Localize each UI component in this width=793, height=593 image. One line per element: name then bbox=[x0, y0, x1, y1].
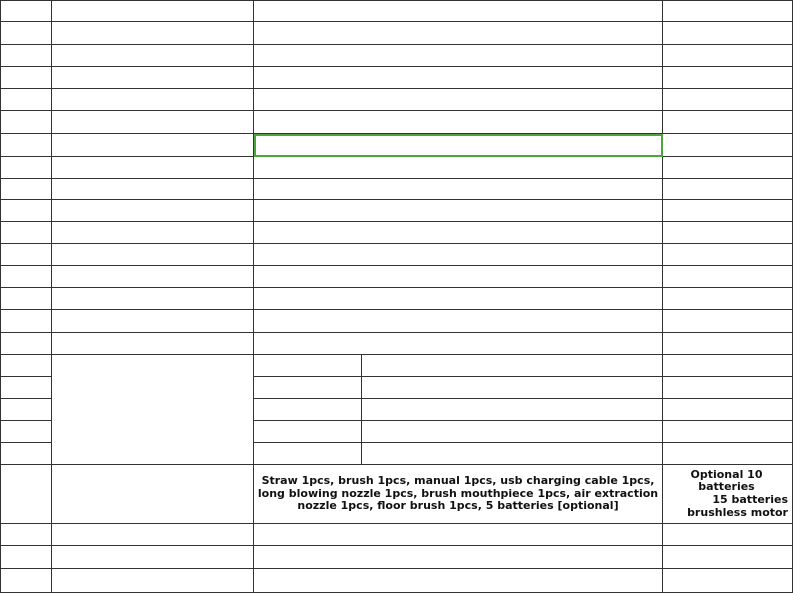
row-number bbox=[0, 524, 52, 546]
spec-label bbox=[52, 288, 254, 310]
spec-label bbox=[52, 569, 254, 593]
spec-value-b bbox=[466, 569, 663, 593]
param-label bbox=[254, 377, 362, 399]
note-cell bbox=[663, 157, 793, 179]
param-value bbox=[362, 399, 663, 421]
row-number bbox=[0, 310, 52, 333]
note-cell bbox=[663, 288, 793, 310]
note-cell bbox=[663, 443, 793, 465]
spec-label bbox=[52, 333, 254, 355]
spec-label bbox=[52, 179, 254, 200]
spec-value bbox=[254, 200, 663, 222]
accessory-line: Straw 1pcs, brush 1pcs, manual 1pcs, usb charging cable 1pcs, bbox=[261, 474, 655, 488]
row-number bbox=[0, 266, 52, 288]
param-label bbox=[254, 421, 362, 443]
note-cell bbox=[663, 200, 793, 222]
note-cell bbox=[663, 310, 793, 333]
row-number bbox=[0, 200, 52, 222]
row-number bbox=[0, 111, 52, 134]
row-number bbox=[0, 179, 52, 200]
spec-value bbox=[254, 157, 663, 179]
row-number bbox=[0, 465, 52, 524]
row-number bbox=[0, 0, 52, 22]
note-cell bbox=[663, 546, 793, 569]
spec-label bbox=[52, 45, 254, 67]
spec-label bbox=[52, 89, 254, 111]
param-value bbox=[362, 355, 663, 377]
spec-label bbox=[52, 200, 254, 222]
note-line: brushless motor bbox=[687, 505, 788, 519]
spec-label bbox=[52, 546, 254, 569]
note-cell bbox=[663, 45, 793, 67]
note-cell bbox=[663, 179, 793, 200]
spec-label bbox=[52, 134, 254, 157]
spec-value-a bbox=[254, 569, 466, 593]
note-line: Optional 10 batteries bbox=[690, 467, 763, 494]
spec-label bbox=[52, 222, 254, 244]
note-cell bbox=[663, 333, 793, 355]
note-cell bbox=[663, 399, 793, 421]
param-value bbox=[362, 421, 663, 443]
spec-label bbox=[52, 244, 254, 266]
spec-label bbox=[52, 266, 254, 288]
param-label bbox=[254, 443, 362, 465]
note-cell bbox=[663, 222, 793, 244]
spec-label bbox=[52, 524, 254, 546]
note-cell bbox=[663, 244, 793, 266]
row-number bbox=[0, 22, 52, 45]
spec-value bbox=[254, 45, 663, 67]
spec-value bbox=[254, 222, 663, 244]
spec-value bbox=[254, 22, 663, 45]
note-cell bbox=[663, 67, 793, 89]
row-number bbox=[0, 443, 52, 465]
note-cell bbox=[663, 0, 793, 22]
spec-label bbox=[52, 465, 254, 524]
row-number bbox=[0, 244, 52, 266]
spec-value bbox=[254, 266, 663, 288]
row-number bbox=[0, 355, 52, 377]
row-number bbox=[0, 67, 52, 89]
spec-value bbox=[254, 0, 663, 22]
spec-value bbox=[254, 288, 663, 310]
row-number bbox=[0, 157, 52, 179]
param-label bbox=[254, 355, 362, 377]
spec-value-a bbox=[254, 546, 466, 569]
accessory-line: long blowing nozzle 1pcs, brush mouthpiece 1pcs, air extraction bbox=[257, 486, 659, 500]
note-cell bbox=[663, 524, 793, 546]
spec-label bbox=[52, 310, 254, 333]
note-cell bbox=[663, 355, 793, 377]
spec-value bbox=[254, 244, 663, 266]
row-number bbox=[0, 288, 52, 310]
accessory-line: nozzle 1pcs, floor brush 1pcs, 5 batteries [optional] bbox=[297, 499, 619, 513]
row-number bbox=[0, 569, 52, 593]
row-number bbox=[0, 89, 52, 111]
spec-value bbox=[254, 111, 663, 134]
row-number bbox=[0, 377, 52, 399]
param-value bbox=[362, 443, 663, 465]
spec-value bbox=[254, 333, 663, 355]
note-cell bbox=[663, 377, 793, 399]
row-number bbox=[0, 333, 52, 355]
row-number bbox=[0, 222, 52, 244]
spec-label bbox=[52, 67, 254, 89]
note-cell bbox=[663, 266, 793, 288]
note-cell bbox=[663, 134, 793, 157]
param-value bbox=[362, 377, 663, 399]
spec-value-b bbox=[466, 546, 663, 569]
spec-label bbox=[52, 0, 254, 22]
movement-label bbox=[52, 355, 254, 465]
spec-label bbox=[52, 157, 254, 179]
spec-value bbox=[254, 310, 663, 333]
note-cell bbox=[663, 465, 793, 524]
spec-value bbox=[254, 67, 663, 89]
row-number bbox=[0, 399, 52, 421]
note-line: 15 batteries bbox=[712, 493, 788, 506]
spec-value bbox=[254, 89, 663, 111]
note-cell bbox=[663, 111, 793, 134]
spec-label bbox=[52, 111, 254, 134]
row-number bbox=[0, 546, 52, 569]
note-cell bbox=[663, 421, 793, 443]
row-number bbox=[0, 134, 52, 157]
note-cell bbox=[663, 89, 793, 111]
note-cell bbox=[663, 22, 793, 45]
note-cell bbox=[663, 569, 793, 593]
spec-value bbox=[254, 134, 663, 157]
spec-value bbox=[254, 179, 663, 200]
spec-value bbox=[254, 524, 663, 546]
spec-label bbox=[52, 22, 254, 45]
row-number bbox=[0, 421, 52, 443]
param-label bbox=[254, 399, 362, 421]
spec-value bbox=[254, 465, 663, 524]
row-number bbox=[0, 45, 52, 67]
